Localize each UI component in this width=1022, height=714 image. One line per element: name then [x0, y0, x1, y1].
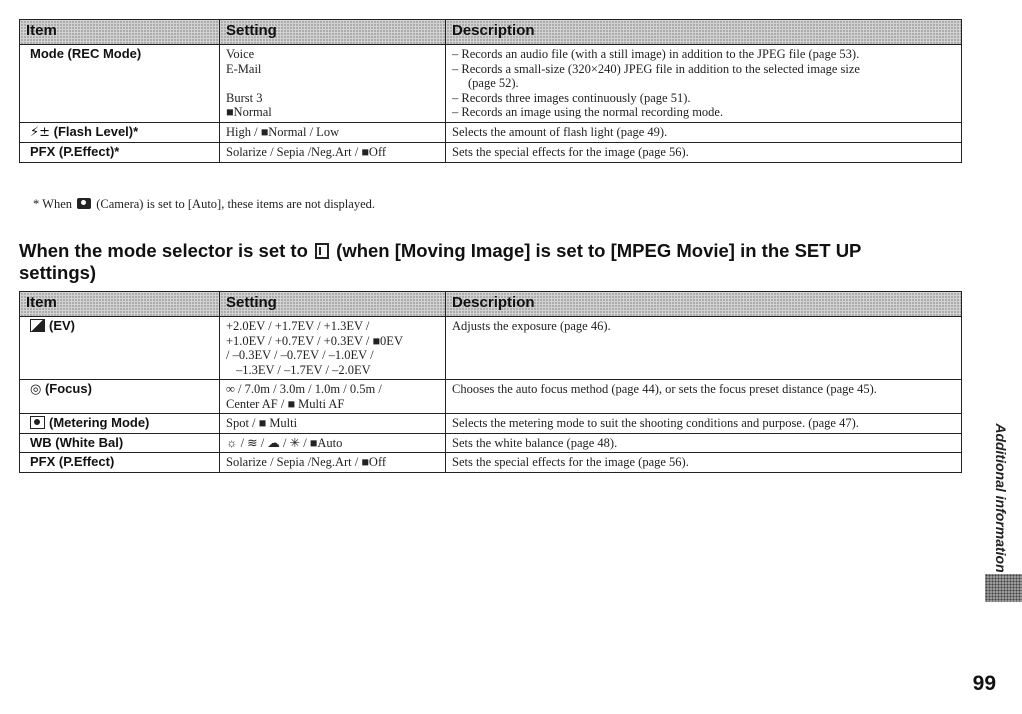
section-heading: [19, 240, 919, 284]
setting-cell: Solarize / Sepia /Neg.Art / ■Off: [220, 453, 446, 473]
setting-spacer: [226, 76, 439, 91]
item-cell: Mode (REC Mode): [20, 45, 220, 123]
movie-mode-icon: [315, 243, 329, 259]
table-header-row: [20, 292, 962, 317]
setting-line: ■Normal: [226, 105, 272, 119]
heading-text-start: When the mode selector is set to: [19, 240, 308, 261]
item-label: (Focus): [44, 381, 92, 396]
item-cell: [20, 414, 220, 434]
settings-table-movie: [19, 291, 962, 473]
metering-icon: [30, 416, 45, 429]
settings-table-rec: [19, 19, 962, 163]
camera-icon: [77, 198, 91, 209]
item-cell: PFX (P.Effect)*: [20, 143, 220, 163]
setting-line: Burst 3: [226, 90, 263, 105]
column-header-item: Item: [20, 20, 220, 45]
setting-cell: Spot / ■ Multi: [220, 414, 446, 434]
table-row: [20, 122, 962, 143]
item-cell: [20, 122, 220, 143]
side-section-text: Additional information: [993, 423, 1009, 573]
setting-line: ∞ / 7.0m / 3.0m / 1.0m / 0.5m /: [226, 382, 382, 396]
table-row: [20, 453, 962, 473]
setting-cell: [220, 380, 446, 414]
description-line: – Records an image using the normal recording mode.: [452, 105, 724, 119]
setting-cell: High / ■Normal / Low: [220, 122, 446, 143]
setting-cell: [220, 45, 446, 123]
column-header-description: Description: [446, 292, 962, 317]
item-cell: [20, 380, 220, 414]
setting-cell: [220, 317, 446, 380]
description-line: – Records three images continuously (page 51).: [452, 90, 691, 105]
description-cell: [446, 45, 962, 123]
item-cell: [20, 317, 220, 380]
description-line: (page 52).: [468, 76, 519, 90]
table-row: [20, 317, 962, 380]
description-line: – Records a small-size (320×240) JPEG file in addition to the selected image size: [452, 61, 860, 76]
flash-level-icon: ⚡±: [30, 124, 51, 140]
footnote-text: (Camera) is set to [Auto], these items are not displayed.: [96, 197, 375, 211]
footnote: [33, 197, 375, 212]
setting-line: / –0.3EV / –0.7EV / –1.0EV /: [226, 348, 374, 362]
description-line: – Records an audio file (with a still image) in addition to the JPEG file (page 53).: [452, 47, 860, 61]
table-row: [20, 433, 962, 453]
setting-line: +2.0EV / +1.7EV / +1.3EV /: [226, 319, 370, 333]
item-cell: PFX (P.Effect): [20, 453, 220, 473]
setting-line: E-Mail: [226, 61, 262, 76]
focus-icon: ◎: [30, 382, 42, 397]
setting-line: Voice: [226, 47, 255, 61]
setting-cell: ☼ / ≋ / ☁ / ✳ / ■Auto: [220, 433, 446, 453]
table-row: [20, 143, 962, 163]
column-header-description: Description: [446, 20, 962, 45]
setting-line: +1.0EV / +0.7EV / +0.3EV / ■0EV: [226, 333, 403, 348]
table-row: [20, 414, 962, 434]
description-cell: Adjusts the exposure (page 46).: [446, 317, 962, 380]
description-cell: Sets the white balance (page 48).: [446, 433, 962, 453]
setting-line: Center AF / ■ Multi AF: [226, 396, 345, 411]
section-tab-marker: [985, 574, 1022, 602]
side-section-label: [991, 420, 1011, 580]
description-cell: Sets the special effects for the image (page 56).: [446, 453, 962, 473]
item-label: (EV): [49, 318, 75, 333]
exposure-icon: [30, 319, 45, 332]
setting-cell: Solarize / Sepia /Neg.Art / ■Off: [220, 143, 446, 163]
heading-text-end: (when [Moving Image] is set to [MPEG Movie] in the SET UP settings): [19, 240, 862, 283]
item-label: (Metering Mode): [49, 415, 150, 430]
page-number: 99: [972, 672, 996, 695]
item-cell: WB (White Bal): [20, 433, 220, 453]
item-label: (Flash Level)*: [53, 123, 139, 139]
description-cell: Sets the special effects for the image (page 56).: [446, 143, 962, 163]
column-header-item: Item: [20, 292, 220, 317]
column-header-setting: Setting: [220, 20, 446, 45]
column-header-setting: Setting: [220, 292, 446, 317]
table-row: [20, 380, 962, 414]
description-cell: Selects the amount of flash light (page 49).: [446, 122, 962, 143]
description-cell: Selects the metering mode to suit the shooting conditions and purpose. (page 47).: [446, 414, 962, 434]
setting-line: –1.3EV / –1.7EV / –2.0EV: [236, 362, 371, 377]
description-cell: Chooses the auto focus method (page 44), or sets the focus preset distance (page 45).: [446, 380, 962, 414]
table-row: [20, 45, 962, 123]
table-header-row: [20, 20, 962, 45]
footnote-prefix: * When: [33, 197, 72, 211]
